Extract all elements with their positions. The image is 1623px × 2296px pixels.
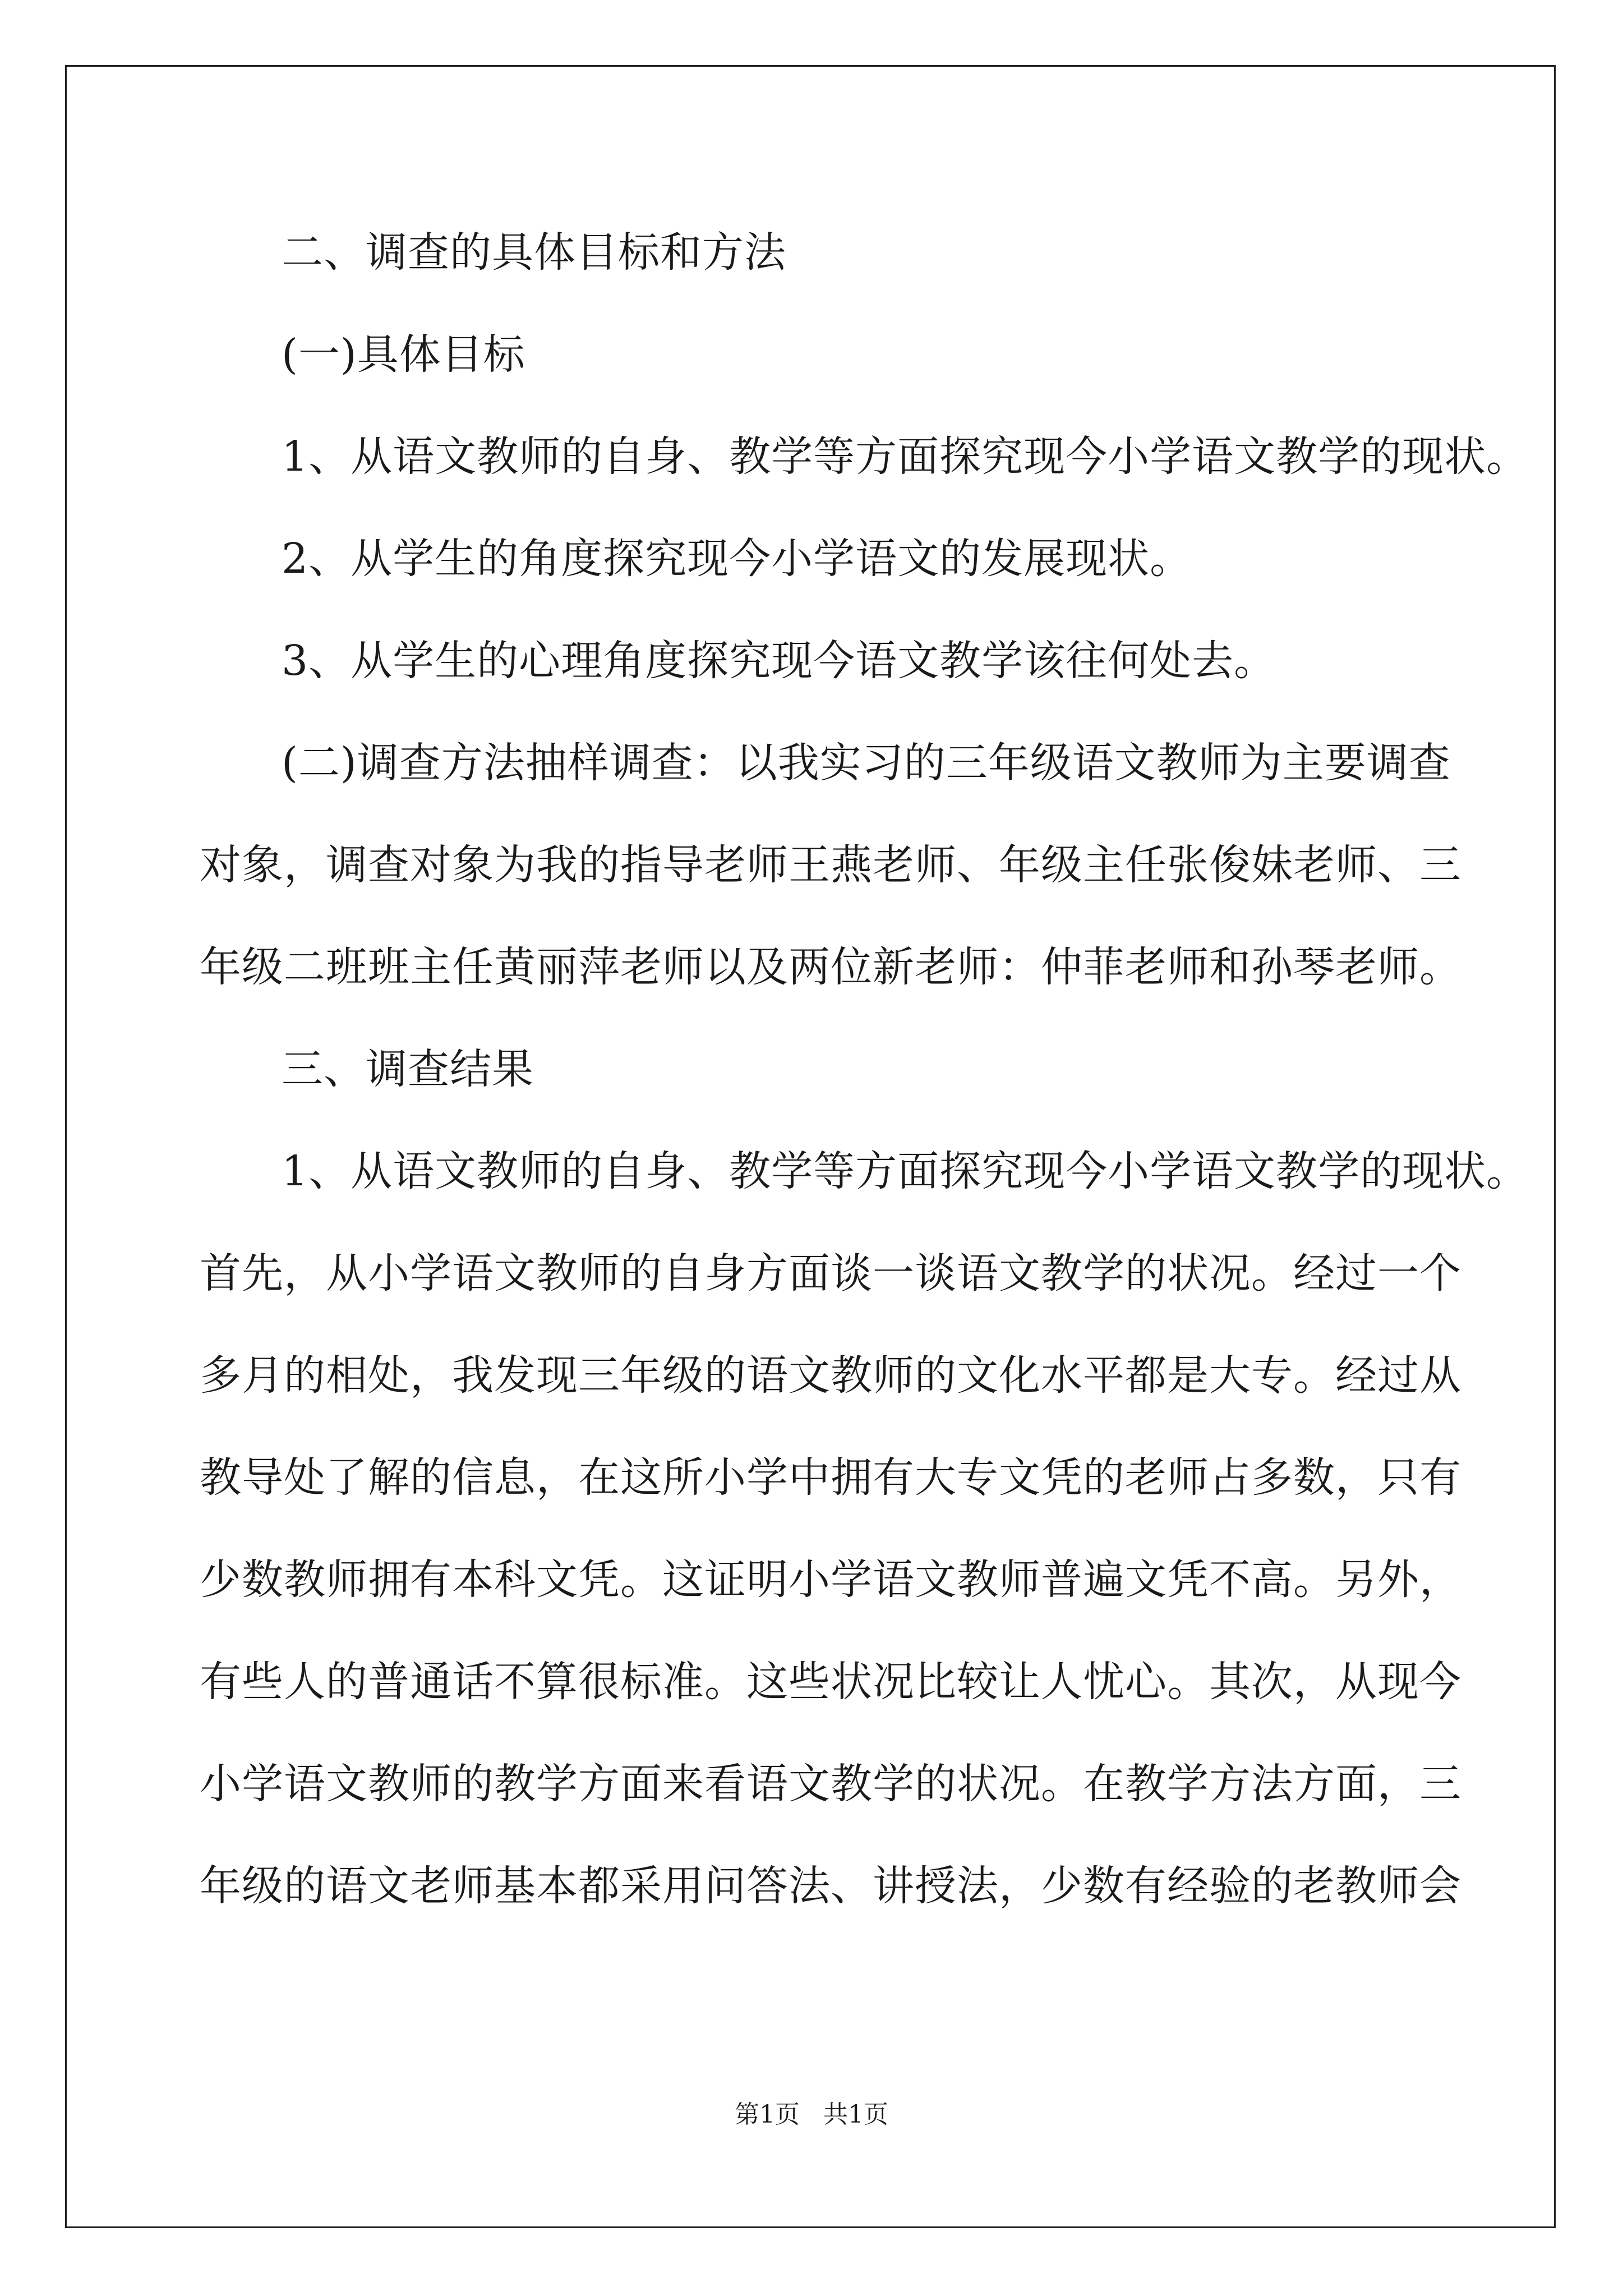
objective-item-2: 2、从学生的角度探究现今小学语文的发展现状。 xyxy=(282,535,1192,583)
objective-item-1: 1、从语文教师的自身、教学等方面探究现今小学语文教学的现状。 xyxy=(282,432,1529,481)
method-paragraph-line: 年级二班班主任黄丽萍老师以及两位新老师：仲菲老师和孙琴老师。 xyxy=(200,943,1461,991)
method-paragraph-line: 对象，调查对象为我的指导老师王燕老师、年级主任张俊妹老师、三 xyxy=(200,841,1461,889)
section-heading-3: 三、调查结果 xyxy=(282,1045,534,1093)
result-paragraph-line: 首先，从小学语文教师的自身方面谈一谈语文教学的状况。经过一个 xyxy=(200,1249,1461,1297)
section-heading-2: 二、调查的具体目标和方法 xyxy=(282,228,786,277)
result-paragraph-line: 小学语文教师的教学方面来看语文教学的状况。在教学方法方面，三 xyxy=(200,1760,1461,1808)
result-paragraph-line: 有些人的普通话不算很标准。这些状况比较让人忧心。其次，从现今 xyxy=(200,1658,1461,1706)
result-paragraph-line: 年级的语文老师基本都采用问答法、讲授法，少数有经验的老教师会 xyxy=(200,1862,1461,1910)
result-item-1-heading: 1、从语文教师的自身、教学等方面探究现今小学语文教学的现状。 xyxy=(282,1147,1529,1195)
subsection-heading-objectives: (一)具体目标 xyxy=(282,330,525,379)
result-paragraph-line: 多月的相处，我发现三年级的语文教师的文化水平都是大专。经过从 xyxy=(200,1351,1461,1400)
objective-item-3: 3、从学生的心理角度探究现今语文教学该往何处去。 xyxy=(282,637,1276,685)
result-paragraph-line: 少数教师拥有本科文凭。这证明小学语文教师普遍文凭不高。另外， xyxy=(200,1556,1461,1604)
result-paragraph-line: 教导处了解的信息，在这所小学中拥有大专文凭的老师占多数，只有 xyxy=(200,1453,1461,1502)
method-paragraph-line: (二)调查方法抽样调查：以我实习的三年级语文教师为主要调查 xyxy=(282,739,1451,787)
page-number-footer: 第1页 共1页 xyxy=(735,2100,888,2129)
